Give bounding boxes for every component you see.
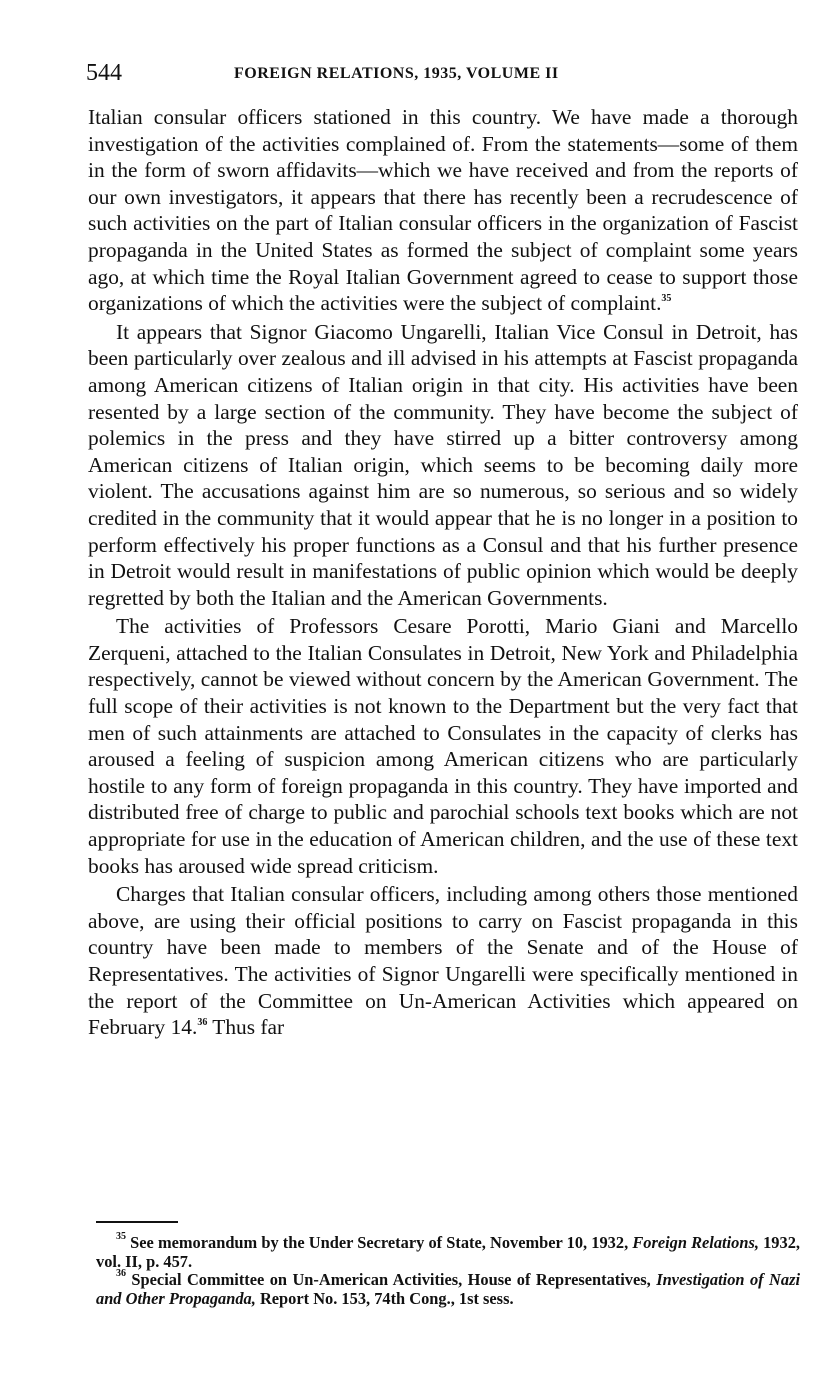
footnote-ref-36: 36 xyxy=(197,1017,208,1029)
paragraph-text: Italian consular officers stationed in this country. We have made a thorough investigation of the activities complained of. From the statements—some of them in the form of sworn affidavits—which we have received and from the reports of our own investigators, it appears that there has recently been a recrudescence of such activities on the part of Italian consular officers in the organization of Fascist propaganda in the United States as formed the subject of complaint some years ago, at which time the Royal Italian Government agreed to cease to support those organizations of which the activities were the subject of complaint. xyxy=(88,105,798,316)
footnote-title: Investigation of Nazi and Other Propaganda, xyxy=(96,1270,801,1308)
footnote-text: 1932, vol. II, p. 457. xyxy=(96,1233,800,1271)
paragraph-3 xyxy=(88,613,798,879)
footnote-text: Report No. 153, 74th Cong., 1st sess. xyxy=(255,1288,514,1308)
paragraph-2 xyxy=(88,319,798,612)
footnote-text: See memorandum by the Under Secretary of State, November 10, 1932, xyxy=(126,1233,633,1252)
page-header xyxy=(86,60,798,90)
paragraph-text-continuation: Thus far xyxy=(207,1015,285,1040)
footnote-text: Special Committee on Un-American Activities, House of Representatives, xyxy=(126,1270,657,1289)
running-title: FOREIGN RELATIONS, 1935, VOLUME II xyxy=(234,65,559,82)
footnote-ref-35: 35 xyxy=(661,293,672,305)
paragraph-1 xyxy=(88,104,798,317)
paragraph-4 xyxy=(88,881,798,1041)
footnote-marker: 36 xyxy=(116,1268,126,1279)
footnote-divider xyxy=(96,1221,178,1223)
footnote-35 xyxy=(96,1231,800,1271)
body-text xyxy=(88,104,798,1041)
footnote-title: Foreign Relations, xyxy=(632,1233,759,1252)
paragraph-text: The activities of Professors Cesare Porotti, Mario Giani and Marcello Zerqueni, attached to the Italian Consulates in Detroit, New York and Philadelphia respectively, cannot be viewed without concern by the American Government. The full scope of their activities is not known to the Department but the very fact that men of such attainments are attached to Consulates in the capacity of clerks has aroused a feeling of suspicion among American citizens who are particularly hostile to any form of foreign propaganda in this country. They have imported and distributed free of charge to public and parochial schools text books which are not appropriate for use in the education of American children, and the use of these text books has aroused wide spread criticism. xyxy=(88,614,798,878)
page-number: 544 xyxy=(86,60,122,86)
footnote-marker: 35 xyxy=(116,1231,126,1242)
paragraph-text: It appears that Signor Giacomo Ungarelli, Italian Vice Consul in Detroit, has been particularly over zealous and ill advised in his attempts at Fascist propaganda among American citizens of Italian origin in that city. His activities have been resented by a large section of the community. They have become the subject of polemics in the press and they have stirred up a bitter controversy among American citizens of Italian origin, which seems to be becoming daily more violent. The accusations against him are so numerous, so serious and so widely credited in the community that it would appear that he is no longer in a position to perform effectively his proper functions as a Consul and that his further presence in Detroit would result in manifestations of public opinion which would be deeply regretted by both the Italian and the American Governments. xyxy=(88,319,798,610)
paragraph-text: Charges that Italian consular officers, including among others those mentioned above, are using their official positions to carry on Fascist propaganda in this country have been made to members of the Senate and of the House of Representatives. The activities of Signor Ungarelli were specifically mentioned in the report of the Committee on Un-American Activities which appeared on February 14. xyxy=(88,882,798,1040)
footnote-36 xyxy=(96,1268,801,1308)
footnotes xyxy=(96,1231,801,1308)
